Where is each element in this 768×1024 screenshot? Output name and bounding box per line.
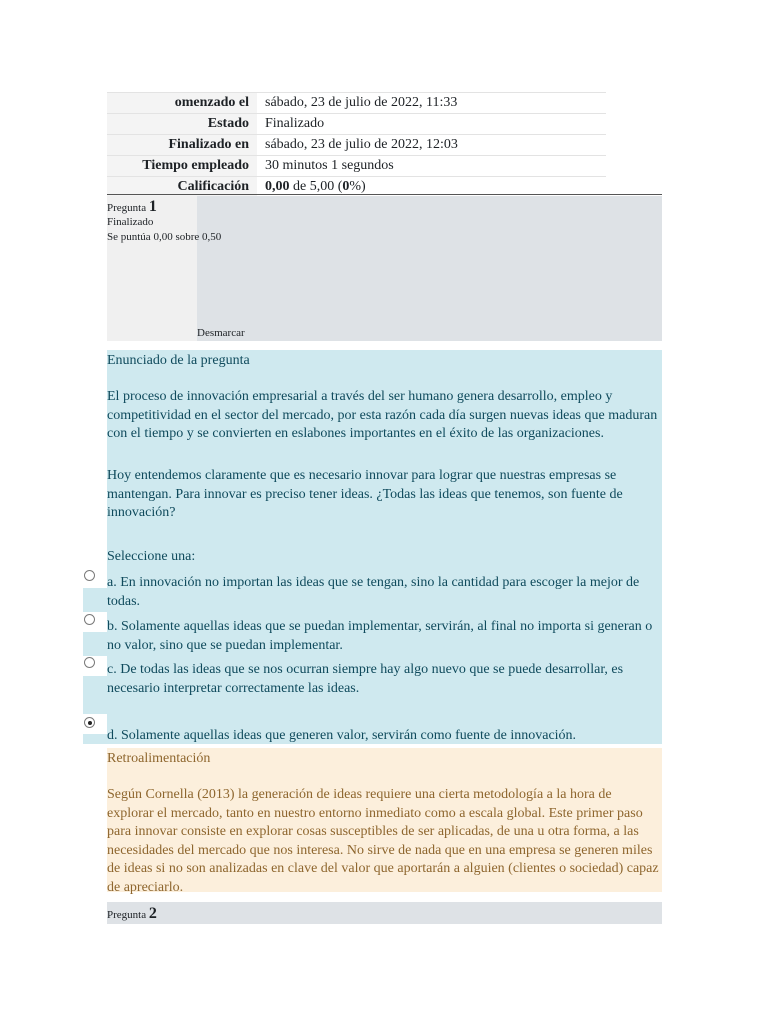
grade-percent-end: %): [349, 179, 366, 194]
summary-row-state: [107, 114, 606, 135]
summary-label: Finalizado en: [107, 135, 257, 156]
feedback-text: Según Cornella (2013) la generación de ideas requiere una cierta metodología a la hora de explorar el mercado, tanto en nuestro entorno inmediato como a escala global. Este primer paso para innovar consiste en explorar cosas susceptibles de ser aplicadas, de una u otra forma, a las necesidades del mercado que nos interesa. No sirve de nada que en una empresa se generen miles de ideas si no son analizadas en clave del valor que aportarán a alguien (clientes o sociedad) capaz de apreciarlo.: [107, 787, 659, 895]
option-c-radio[interactable]: [84, 657, 95, 668]
question-2-number: [107, 905, 157, 923]
grade-total: de 5,00 (: [289, 179, 343, 194]
summary-row-started: [107, 93, 606, 114]
grade-score: 0,00: [265, 179, 290, 194]
summary-value: Finalizado: [257, 114, 606, 135]
option-c-label[interactable]: c. De todas las ideas que se nos ocurran siempre hay algo nuevo que se puede desarrollar, es necesario interpretar correctamente las ideas.: [107, 662, 624, 696]
summary-value: sábado, 23 de julio de 2022, 11:33: [257, 93, 606, 114]
option-a-label[interactable]: a. En innovación no importan las ideas que se tengan, sino la cantidad para escoger la mejor de todas.: [107, 575, 640, 609]
question-number-value: 2: [148, 905, 157, 922]
question-grade: Se puntúa 0,00 sobre 0,50: [107, 231, 222, 243]
summary-label: Estado: [107, 114, 257, 135]
attempt-summary-table: [107, 92, 606, 197]
summary-value: sábado, 23 de julio de 2022, 12:03: [257, 135, 606, 156]
feedback-heading: Retroalimentación: [107, 751, 211, 766]
option-d-label[interactable]: d. Solamente aquellas ideas que generen valor, servirán como fuente de innovación.: [107, 728, 577, 743]
summary-row-finished: [107, 135, 606, 156]
question-2-header: [107, 902, 662, 924]
question-number-value: 1: [148, 198, 157, 215]
question-state: Finalizado: [107, 216, 154, 228]
summary-value: 30 minutos 1 segundos: [257, 156, 606, 177]
question-prefix: Pregunta: [107, 909, 149, 921]
question-number: [107, 198, 157, 216]
question-prefix: Pregunta: [107, 202, 149, 214]
summary-label: Tiempo empleado: [107, 156, 257, 177]
question-info-panel-bg: [197, 196, 662, 341]
option-b-label[interactable]: b. Solamente aquellas ideas que se puedan implementar, servirán, al final no importa si generan o no valor, sino que se puedan implementar.: [107, 619, 653, 653]
unflag-link[interactable]: Desmarcar: [197, 327, 245, 339]
option-d-radio[interactable]: [84, 717, 95, 728]
select-one-prompt: Seleccione una:: [107, 549, 196, 564]
option-b-radio[interactable]: [84, 614, 95, 625]
summary-row-time: [107, 156, 606, 177]
summary-label: Calificación: [107, 177, 257, 198]
grade-percent: 0: [342, 179, 350, 194]
question-paragraph-2: Hoy entendemos claramente que es necesario innovar para lograr que nuestras empresas se mantengan. Para innovar es preciso tener ideas. ¿Todas las ideas que tenemos, son fuente de innovación?: [107, 468, 623, 520]
question-text-heading: Enunciado de la pregunta: [107, 353, 250, 368]
question-paragraph-1: El proceso de innovación empresarial a través del ser humano genera desarrollo, empleo y competitividad en el sector del mercado, por esta razón cada día surgen nuevas ideas que maduran con el tiempo y se convierten en eslabones importantes en el éxito de las organizaciones.: [107, 389, 658, 441]
divider: [107, 194, 662, 195]
option-a-radio[interactable]: [84, 570, 95, 581]
summary-label: omenzado el: [107, 93, 257, 114]
